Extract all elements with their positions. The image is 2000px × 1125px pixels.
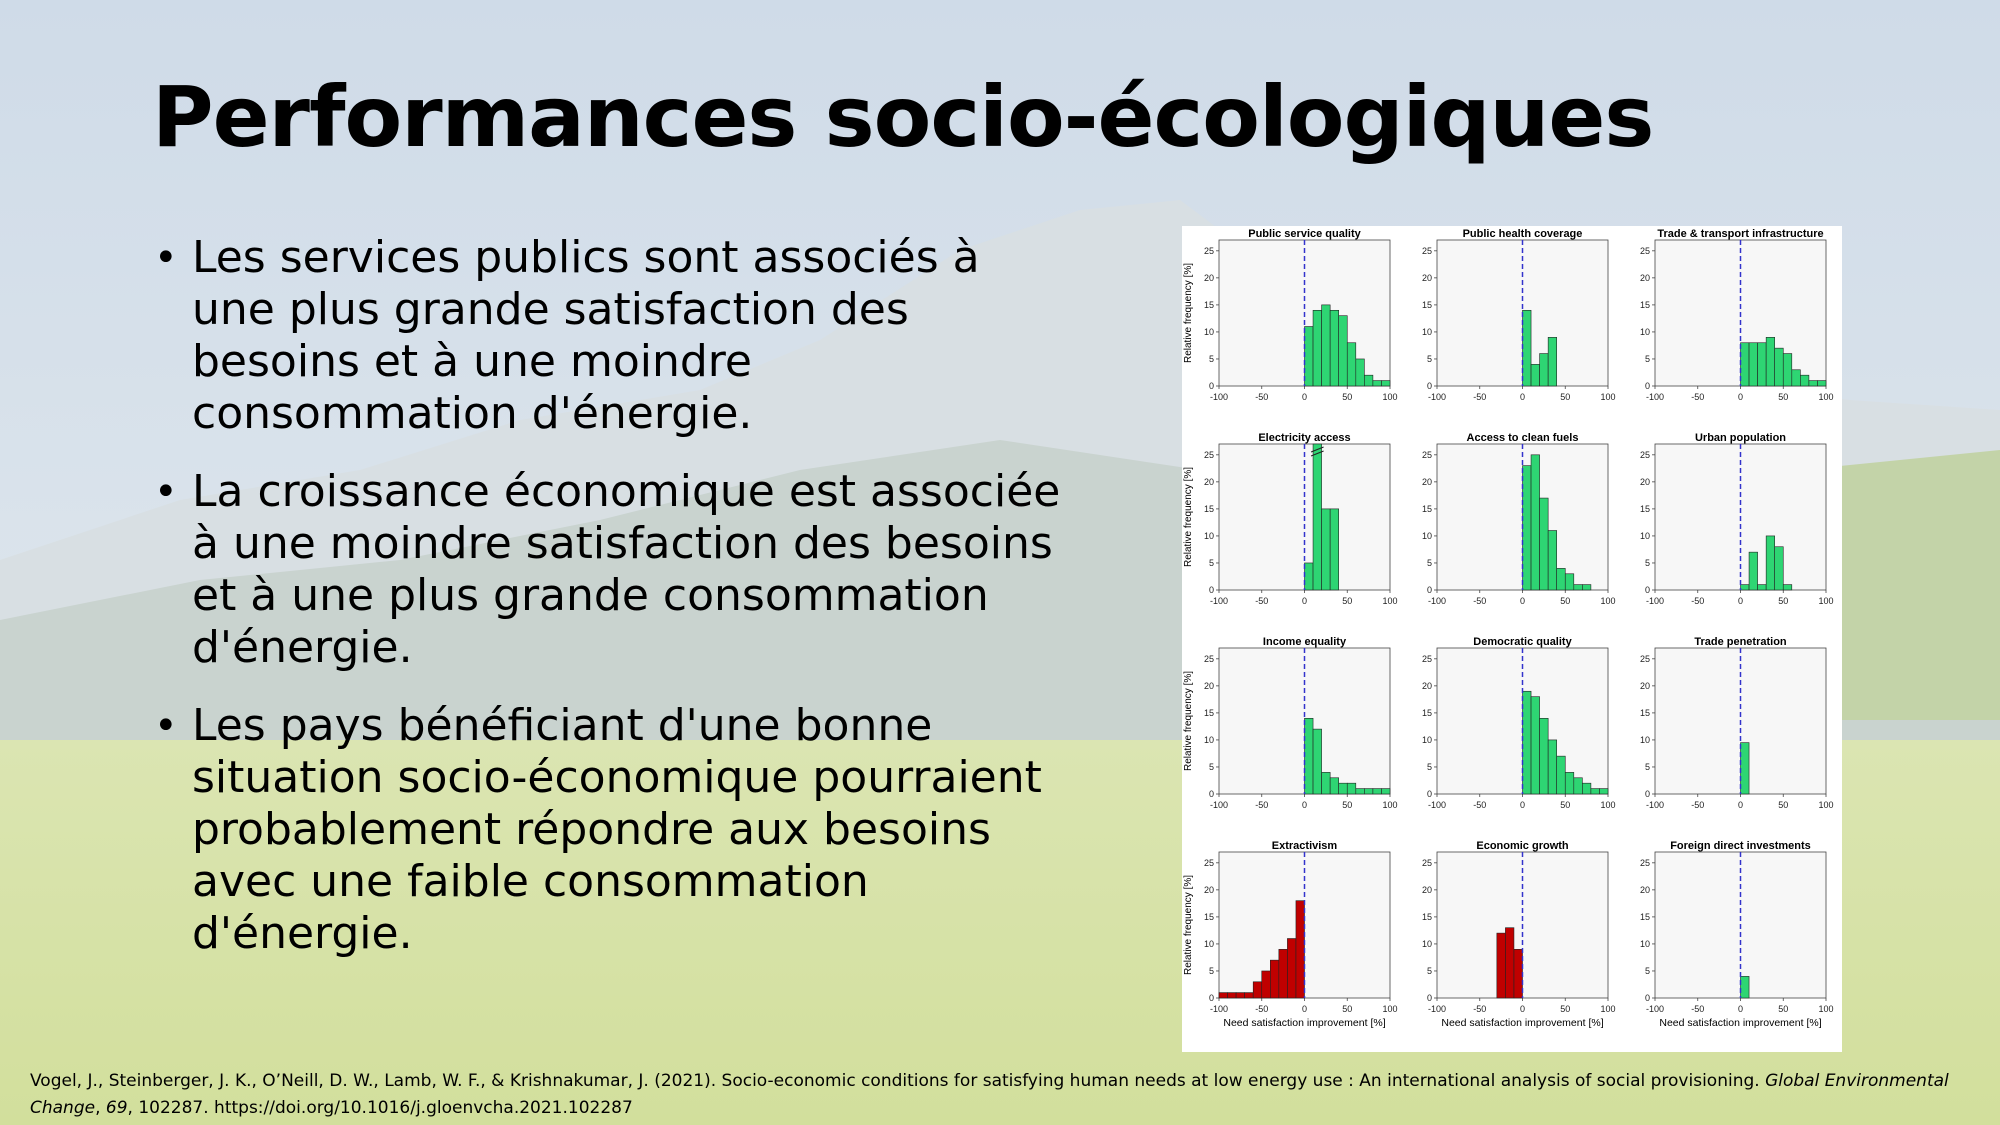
x-tick-label: -100 (1645, 392, 1665, 402)
y-axis-label: Relative frequency [%] (1183, 262, 1194, 364)
y-tick-label: 5 (1644, 353, 1650, 364)
x-tick-label: 100 (1382, 596, 1398, 606)
bar (1741, 585, 1750, 590)
bullet-icon: • (154, 235, 178, 281)
y-tick-label: 10 (1639, 530, 1650, 541)
x-tick-label: -100 (1209, 596, 1229, 606)
y-axis-label: Relative frequency [%] (1183, 466, 1194, 568)
y-tick-label: 20 (1639, 272, 1650, 283)
x-tick-label: 50 (1342, 392, 1353, 402)
bar (1741, 743, 1750, 794)
y-tick-label: 25 (1421, 857, 1432, 868)
y-tick-label: 25 (1421, 245, 1432, 256)
bar (1381, 381, 1390, 386)
bar (1322, 509, 1331, 590)
chart-title: Democratic quality (1473, 636, 1572, 648)
x-tick-label: 100 (1818, 392, 1834, 402)
x-tick-label: 100 (1818, 800, 1834, 810)
y-tick-label: 0 (1208, 789, 1214, 799)
x-tick-label: 100 (1382, 1004, 1398, 1014)
bar (1741, 976, 1750, 998)
x-tick-label: 100 (1600, 1004, 1616, 1014)
y-tick-label: 15 (1203, 707, 1214, 718)
bar (1540, 354, 1549, 386)
x-tick-label: -50 (1473, 800, 1487, 810)
x-tick-label: -50 (1691, 392, 1705, 402)
y-tick-label: 20 (1421, 884, 1432, 895)
y-tick-label: 10 (1203, 530, 1214, 541)
x-tick-label: -100 (1209, 1004, 1229, 1014)
bar (1313, 310, 1322, 386)
bullet-icon: • (154, 469, 178, 515)
bar (1565, 772, 1574, 794)
x-tick-label: 100 (1818, 596, 1834, 606)
bar (1800, 375, 1809, 386)
bar (1775, 348, 1784, 386)
x-tick-label: -100 (1427, 800, 1447, 810)
bar (1262, 971, 1271, 998)
y-tick-label: 0 (1644, 585, 1650, 595)
x-tick-label: 50 (1778, 392, 1789, 402)
bar (1356, 789, 1365, 794)
bar (1783, 354, 1792, 386)
bar (1565, 574, 1574, 590)
x-tick-label: 0 (1737, 392, 1744, 402)
x-tick-label: 50 (1778, 1004, 1789, 1014)
y-tick-label: 25 (1639, 653, 1650, 664)
y-tick-label: 0 (1644, 789, 1650, 799)
y-tick-label: 10 (1203, 326, 1214, 337)
x-tick-label: 0 (1519, 800, 1526, 810)
y-tick-label: 20 (1639, 476, 1650, 487)
y-tick-label: 25 (1639, 857, 1650, 868)
y-tick-label: 10 (1203, 938, 1214, 949)
y-tick-label: 5 (1644, 557, 1650, 568)
bar (1514, 949, 1523, 998)
chart-title: Public service quality (1248, 228, 1361, 240)
bar (1749, 343, 1758, 386)
chart-title: Electricity access (1258, 432, 1351, 444)
histogram-extractivism (1183, 840, 1398, 1029)
y-tick-label: 0 (1426, 993, 1432, 1003)
bar (1540, 498, 1549, 590)
bar (1322, 772, 1331, 794)
y-tick-label: 15 (1421, 503, 1432, 514)
bar (1749, 552, 1758, 590)
histogram-electricity-access (1183, 432, 1398, 606)
bar (1809, 381, 1818, 386)
bullet-text: Les pays bénéficiant d'une bonne situation socio-économique pourraient probablement répondre aux besoins avec une faible consommation d'énergie. (192, 700, 1042, 959)
y-tick-label: 25 (1203, 449, 1214, 460)
page-title: Performances socio-écologiques (152, 68, 1654, 166)
bar (1313, 444, 1322, 590)
x-tick-label: -50 (1255, 596, 1269, 606)
x-tick-label: -50 (1255, 1004, 1269, 1014)
bar (1557, 756, 1566, 794)
histogram-trade-penetration (1640, 636, 1834, 810)
x-tick-label: -100 (1645, 596, 1665, 606)
bar (1548, 337, 1557, 386)
citation-journal: Global Environmental Change (30, 1071, 1949, 1118)
bullet-text: La croissance économique est associée à une moindre satisfaction des besoins et à une plus grande consommation d'énergie. (192, 466, 1061, 673)
y-tick-label: 5 (1208, 557, 1214, 568)
y-tick-label: 10 (1421, 326, 1432, 337)
citation-volume: 69 (105, 1098, 128, 1118)
y-tick-label: 5 (1426, 353, 1432, 364)
bar (1330, 778, 1339, 794)
y-tick-label: 20 (1421, 272, 1432, 283)
y-tick-label: 0 (1208, 381, 1214, 391)
y-tick-label: 15 (1639, 911, 1650, 922)
y-tick-label: 5 (1426, 965, 1432, 976)
y-tick-label: 25 (1203, 857, 1214, 868)
histogram-public-health-coverage (1422, 228, 1616, 402)
x-tick-label: 0 (1737, 596, 1744, 606)
histogram-trade-transport-infrastructure (1640, 228, 1834, 402)
x-tick-label: 0 (1737, 1004, 1744, 1014)
x-tick-label: -50 (1691, 1004, 1705, 1014)
y-tick-label: 5 (1426, 557, 1432, 568)
x-tick-label: 50 (1560, 596, 1571, 606)
y-tick-label: 20 (1203, 680, 1214, 691)
histogram-urban-population (1640, 432, 1834, 606)
bar (1279, 949, 1288, 998)
y-tick-label: 5 (1208, 965, 1214, 976)
histogram-panel (1182, 226, 1842, 1052)
bar (1582, 783, 1591, 794)
bar (1228, 993, 1237, 998)
y-tick-label: 20 (1203, 272, 1214, 283)
x-tick-label: 50 (1342, 1004, 1353, 1014)
x-tick-label: -50 (1691, 800, 1705, 810)
x-axis-label: Need satisfaction improvement [%] (1223, 1017, 1386, 1029)
x-tick-label: -50 (1473, 392, 1487, 402)
x-tick-label: -100 (1209, 392, 1229, 402)
bar (1253, 982, 1262, 998)
y-tick-label: 15 (1421, 707, 1432, 718)
y-tick-label: 5 (1208, 353, 1214, 364)
y-tick-label: 0 (1644, 993, 1650, 1003)
histogram-democratic-quality (1422, 636, 1616, 810)
x-axis-label: Need satisfaction improvement [%] (1441, 1017, 1604, 1029)
y-tick-label: 0 (1426, 585, 1432, 595)
histogram-foreign-direct-investments (1640, 840, 1834, 1029)
y-tick-label: 25 (1203, 245, 1214, 256)
bar (1287, 939, 1296, 998)
citation-main: Vogel, J., Steinberger, J. K., O’Neill, D. W., Lamb, W. F., & Krishnakumar, J. (2021). Socio-economic conditions for satisfying human needs at low energy use : An international analysis of social provisioning. (30, 1071, 1766, 1091)
x-tick-label: -100 (1427, 392, 1447, 402)
bar (1758, 343, 1767, 386)
y-tick-label: 15 (1203, 299, 1214, 310)
x-tick-label: -50 (1691, 596, 1705, 606)
y-tick-label: 20 (1203, 884, 1214, 895)
bar (1523, 466, 1532, 590)
x-tick-label: 100 (1818, 1004, 1834, 1014)
bar (1305, 327, 1314, 386)
y-tick-label: 0 (1208, 993, 1214, 1003)
x-tick-label: 100 (1600, 392, 1616, 402)
y-tick-label: 5 (1644, 761, 1650, 772)
y-tick-label: 15 (1421, 911, 1432, 922)
chart-title: Foreign direct investments (1670, 840, 1811, 852)
bar (1347, 343, 1356, 386)
y-tick-label: 20 (1639, 884, 1650, 895)
x-tick-label: 0 (1301, 1004, 1308, 1014)
x-tick-label: -100 (1427, 1004, 1447, 1014)
x-tick-label: 50 (1560, 1004, 1571, 1014)
histogram-economic-growth (1422, 840, 1616, 1029)
bar (1339, 783, 1348, 794)
y-tick-label: 10 (1421, 938, 1432, 949)
y-tick-label: 10 (1421, 734, 1432, 745)
x-tick-label: 0 (1519, 596, 1526, 606)
y-tick-label: 5 (1208, 761, 1214, 772)
y-tick-label: 5 (1426, 761, 1432, 772)
x-tick-label: 0 (1301, 392, 1308, 402)
citation (30, 1068, 1980, 1122)
y-tick-label: 10 (1639, 326, 1650, 337)
y-tick-label: 25 (1639, 245, 1650, 256)
x-tick-label: 0 (1737, 800, 1744, 810)
y-tick-label: 10 (1639, 734, 1650, 745)
citation-rest: , 102287. https://doi.org/10.1016/j.gloenvcha.2021.102287 (127, 1098, 633, 1118)
histogram-public-service-quality (1183, 228, 1398, 402)
y-tick-label: 20 (1203, 476, 1214, 487)
bar (1381, 789, 1390, 794)
bullet-icon: • (154, 703, 178, 749)
bar (1531, 455, 1540, 590)
bar (1766, 536, 1775, 590)
x-tick-label: 100 (1382, 392, 1398, 402)
bar (1364, 375, 1373, 386)
x-tick-label: -50 (1473, 596, 1487, 606)
y-tick-label: 10 (1203, 734, 1214, 745)
x-tick-label: 0 (1301, 596, 1308, 606)
y-tick-label: 15 (1203, 503, 1214, 514)
bullet-text: Les services publics sont associés à une plus grande satisfaction des besoins et à une moindre consommation d'énergie. (192, 232, 980, 439)
bar (1582, 585, 1591, 590)
x-axis-label: Need satisfaction improvement [%] (1659, 1017, 1822, 1029)
bar (1322, 305, 1331, 386)
y-tick-label: 25 (1421, 653, 1432, 664)
y-tick-label: 25 (1203, 653, 1214, 664)
chart-title: Income equality (1262, 636, 1347, 648)
y-axis-label: Relative frequency [%] (1183, 874, 1194, 976)
bar (1540, 718, 1549, 794)
x-tick-label: 100 (1600, 800, 1616, 810)
bar (1313, 729, 1322, 794)
bar (1766, 337, 1775, 386)
bar (1792, 370, 1801, 386)
histogram-access-to-clean-fuels (1422, 432, 1616, 606)
x-tick-label: 0 (1519, 392, 1526, 402)
y-tick-label: 0 (1426, 381, 1432, 391)
x-tick-label: 50 (1342, 596, 1353, 606)
histogram-grid (1182, 226, 1842, 1052)
bar (1599, 789, 1608, 794)
chart-title: Public health coverage (1462, 228, 1583, 240)
bar (1364, 789, 1373, 794)
y-tick-label: 10 (1421, 530, 1432, 541)
bar (1356, 359, 1365, 386)
bar (1236, 993, 1245, 998)
y-tick-label: 5 (1644, 965, 1650, 976)
x-tick-label: 50 (1778, 800, 1789, 810)
x-tick-label: -100 (1427, 596, 1447, 606)
x-tick-label: -50 (1473, 1004, 1487, 1014)
y-tick-label: 25 (1639, 449, 1650, 460)
y-tick-label: 20 (1421, 476, 1432, 487)
bar (1330, 310, 1339, 386)
y-tick-label: 20 (1421, 680, 1432, 691)
chart-title: Extractivism (1271, 840, 1338, 852)
y-tick-label: 15 (1639, 707, 1650, 718)
bar (1557, 568, 1566, 590)
bar (1591, 789, 1600, 794)
y-axis-label: Relative frequency [%] (1183, 670, 1194, 772)
bar (1296, 901, 1305, 998)
bar (1523, 691, 1532, 794)
y-tick-label: 15 (1639, 503, 1650, 514)
x-tick-label: -100 (1645, 1004, 1665, 1014)
x-tick-label: 50 (1342, 800, 1353, 810)
x-tick-label: -50 (1255, 392, 1269, 402)
bar (1741, 343, 1750, 386)
bullet-item (150, 466, 1070, 674)
y-tick-label: 25 (1421, 449, 1432, 460)
bar (1531, 364, 1540, 386)
bar (1245, 993, 1254, 998)
bar (1574, 778, 1583, 794)
x-tick-label: 100 (1382, 800, 1398, 810)
chart-title: Trade penetration (1694, 636, 1787, 648)
chart-title: Trade & transport infrastructure (1657, 228, 1824, 240)
bar (1505, 928, 1514, 998)
y-tick-label: 20 (1639, 680, 1650, 691)
x-tick-label: -100 (1209, 800, 1229, 810)
bar (1347, 783, 1356, 794)
bar (1783, 585, 1792, 590)
bar (1497, 933, 1506, 998)
y-tick-label: 0 (1644, 381, 1650, 391)
y-tick-label: 15 (1639, 299, 1650, 310)
bar (1373, 381, 1382, 386)
x-tick-label: 100 (1600, 596, 1616, 606)
bar (1548, 531, 1557, 590)
x-tick-label: 0 (1519, 1004, 1526, 1014)
x-tick-label: -50 (1255, 800, 1269, 810)
bar (1339, 316, 1348, 386)
bar (1775, 547, 1784, 590)
y-tick-label: 10 (1639, 938, 1650, 949)
bar (1219, 993, 1228, 998)
chart-title: Urban population (1694, 432, 1787, 444)
x-tick-label: 50 (1560, 800, 1571, 810)
chart-title: Economic growth (1476, 840, 1569, 852)
bar (1305, 563, 1314, 590)
bar (1758, 585, 1767, 590)
y-tick-label: 0 (1208, 585, 1214, 595)
y-tick-label: 15 (1421, 299, 1432, 310)
bullet-item (150, 700, 1070, 960)
bar (1523, 310, 1532, 386)
chart-title: Access to clean fuels (1466, 432, 1579, 444)
bar (1330, 509, 1339, 590)
bar (1305, 718, 1314, 794)
bar (1817, 381, 1826, 386)
x-tick-label: 0 (1301, 800, 1308, 810)
citation-sep: , (95, 1098, 106, 1118)
bar (1270, 960, 1279, 998)
bar (1531, 697, 1540, 794)
x-tick-label: -100 (1645, 800, 1665, 810)
bar (1548, 740, 1557, 794)
bar (1574, 585, 1583, 590)
y-tick-label: 0 (1426, 789, 1432, 799)
x-tick-label: 50 (1560, 392, 1571, 402)
bar (1373, 789, 1382, 794)
x-tick-label: 50 (1778, 596, 1789, 606)
bullet-list (150, 232, 1070, 986)
histogram-income-equality (1183, 636, 1398, 810)
y-tick-label: 15 (1203, 911, 1214, 922)
bullet-item (150, 232, 1070, 440)
